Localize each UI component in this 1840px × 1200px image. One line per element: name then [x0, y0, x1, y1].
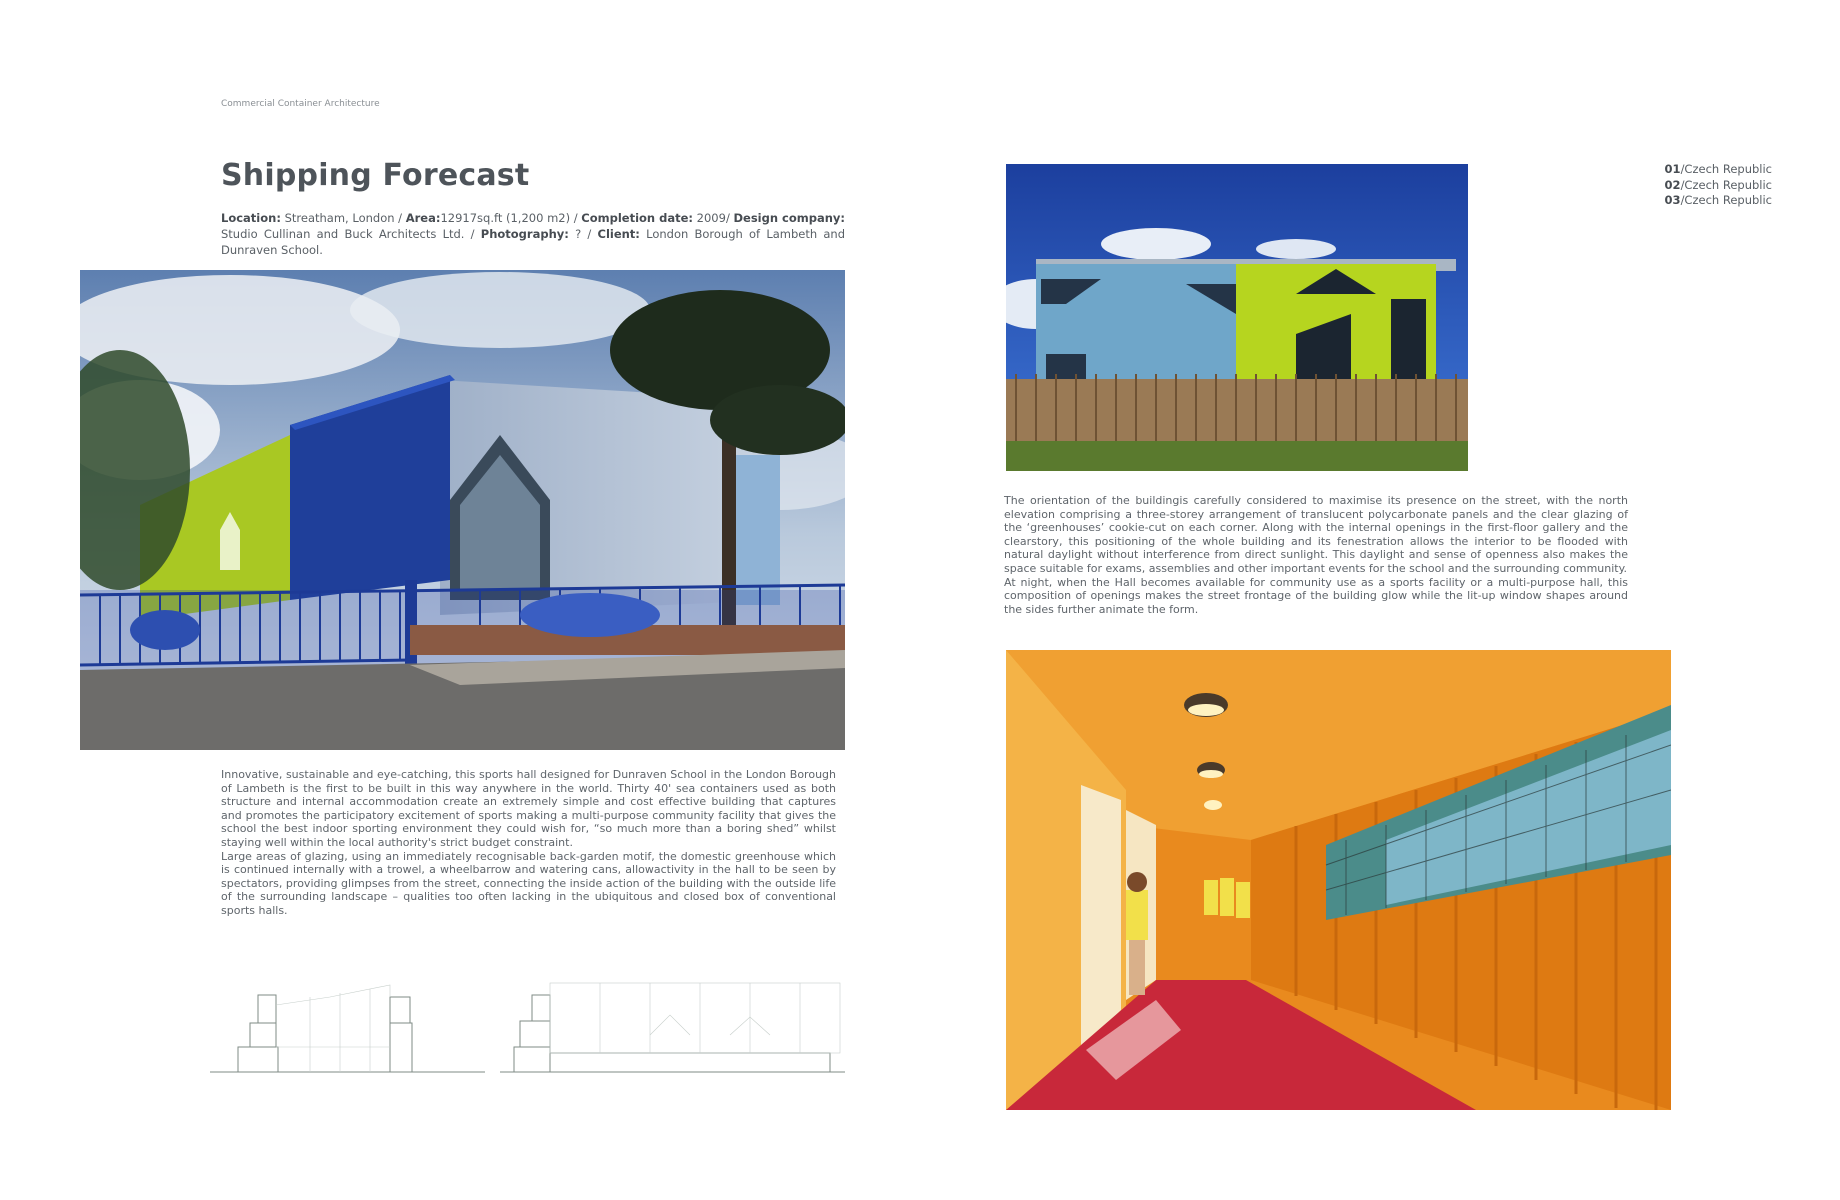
paragraph-glazing: Large areas of glazing, using an immediately recognisable back-garden motif, the domestic greenhouse which is continued internally with a trowel, a wheelbarrow and watering cans, allowactivity in the hall to be seen by spectators, providing glimpses from the street, connecting the inside action of the building with the outside life of the surrounding landscape – qualities too often lacking in the ubiquitous and closed box of conventional sports halls. [221, 849, 836, 917]
caption-number: 03 [1664, 193, 1681, 208]
caption-text: /Czech Republic [1680, 162, 1772, 176]
paragraph-night: At night, when the Hall becomes available for community use as a sports facility or a multi-purpose hall, this composition of openings makes the street frontage of the building glow while the lit-up window shapes around the sides further animate the form. [1004, 575, 1628, 616]
caption-text: /Czech Republic [1680, 193, 1772, 208]
location-value: Streatham, London / [280, 211, 406, 225]
client-value: London Borough of Lambeth and Dunraven School. [221, 227, 846, 257]
design-company-value: Studio Cullinan and Buck Architects Ltd. / [221, 227, 481, 241]
completion-label: Completion date: [581, 211, 694, 225]
photography-value: ? / [568, 227, 598, 241]
interior-corridor-photo [1006, 650, 1671, 1110]
exterior-street-photo [80, 270, 845, 750]
completion-value: 2009/ [693, 211, 734, 225]
project-meta [221, 210, 845, 258]
photography-label: Photography: [480, 227, 569, 241]
caption-number: 01 [1664, 162, 1681, 176]
elevation-drawing-1 [210, 975, 485, 1075]
paragraph-intro: Innovative, sustainable and eye-catching, this sports hall designed for Dunraven School in the London Borough of Lambeth is the first to be built in this way anywhere in the world. Thirty 40' sea containers used as both structure and internal accommodation create an extremely simple and cost effective building that captures and promotes the participatory excitement of sports making a multi-purpose community facility that gives the school the best indoor sporting environment they could wish for, “so much more than a boring shed” whilst staying well within the local authority's strict budget constraint. [221, 768, 836, 849]
page-title: Shipping Forecast [221, 158, 530, 193]
caption-number: 02 [1664, 177, 1681, 192]
caption-2 [1560, 178, 1772, 194]
book-section-label: Commercial Container Architecture [221, 99, 380, 109]
area-value: 12917sq.ft (1,200 m2) / [440, 211, 582, 225]
area-label: Area: [405, 211, 441, 225]
client-label: Client: [597, 227, 640, 241]
location-label: Location: [221, 211, 281, 225]
design-company-label: Design company: [733, 211, 846, 225]
body-text-right [1004, 494, 1628, 616]
caption-1 [1560, 162, 1772, 178]
elevation-drawing-2 [500, 975, 845, 1075]
container-facade-photo [1006, 164, 1468, 471]
caption-text: /Czech Republic [1680, 177, 1772, 192]
photo-captions [1560, 162, 1772, 209]
paragraph-orientation: The orientation of the buildingis carefully considered to maximise its presence on the street, with the north elevation comprising a three-storey arrangement of translucent polycarbonate panels and the clear glazing of the ‘greenhouses’ cookie-cut on each corner. Along with the internal openings in the first-floor gallery and the clearstory, this positioning of the whole building and its fenestration allows the interior to be flooded with natural daylight without interference from direct sunlight. This daylight and sense of openness also makes the space suitable for exams, assemblies and other important events for the school and the surrounding community. [1004, 494, 1628, 575]
body-text-left [221, 768, 836, 918]
caption-3 [1560, 193, 1772, 209]
